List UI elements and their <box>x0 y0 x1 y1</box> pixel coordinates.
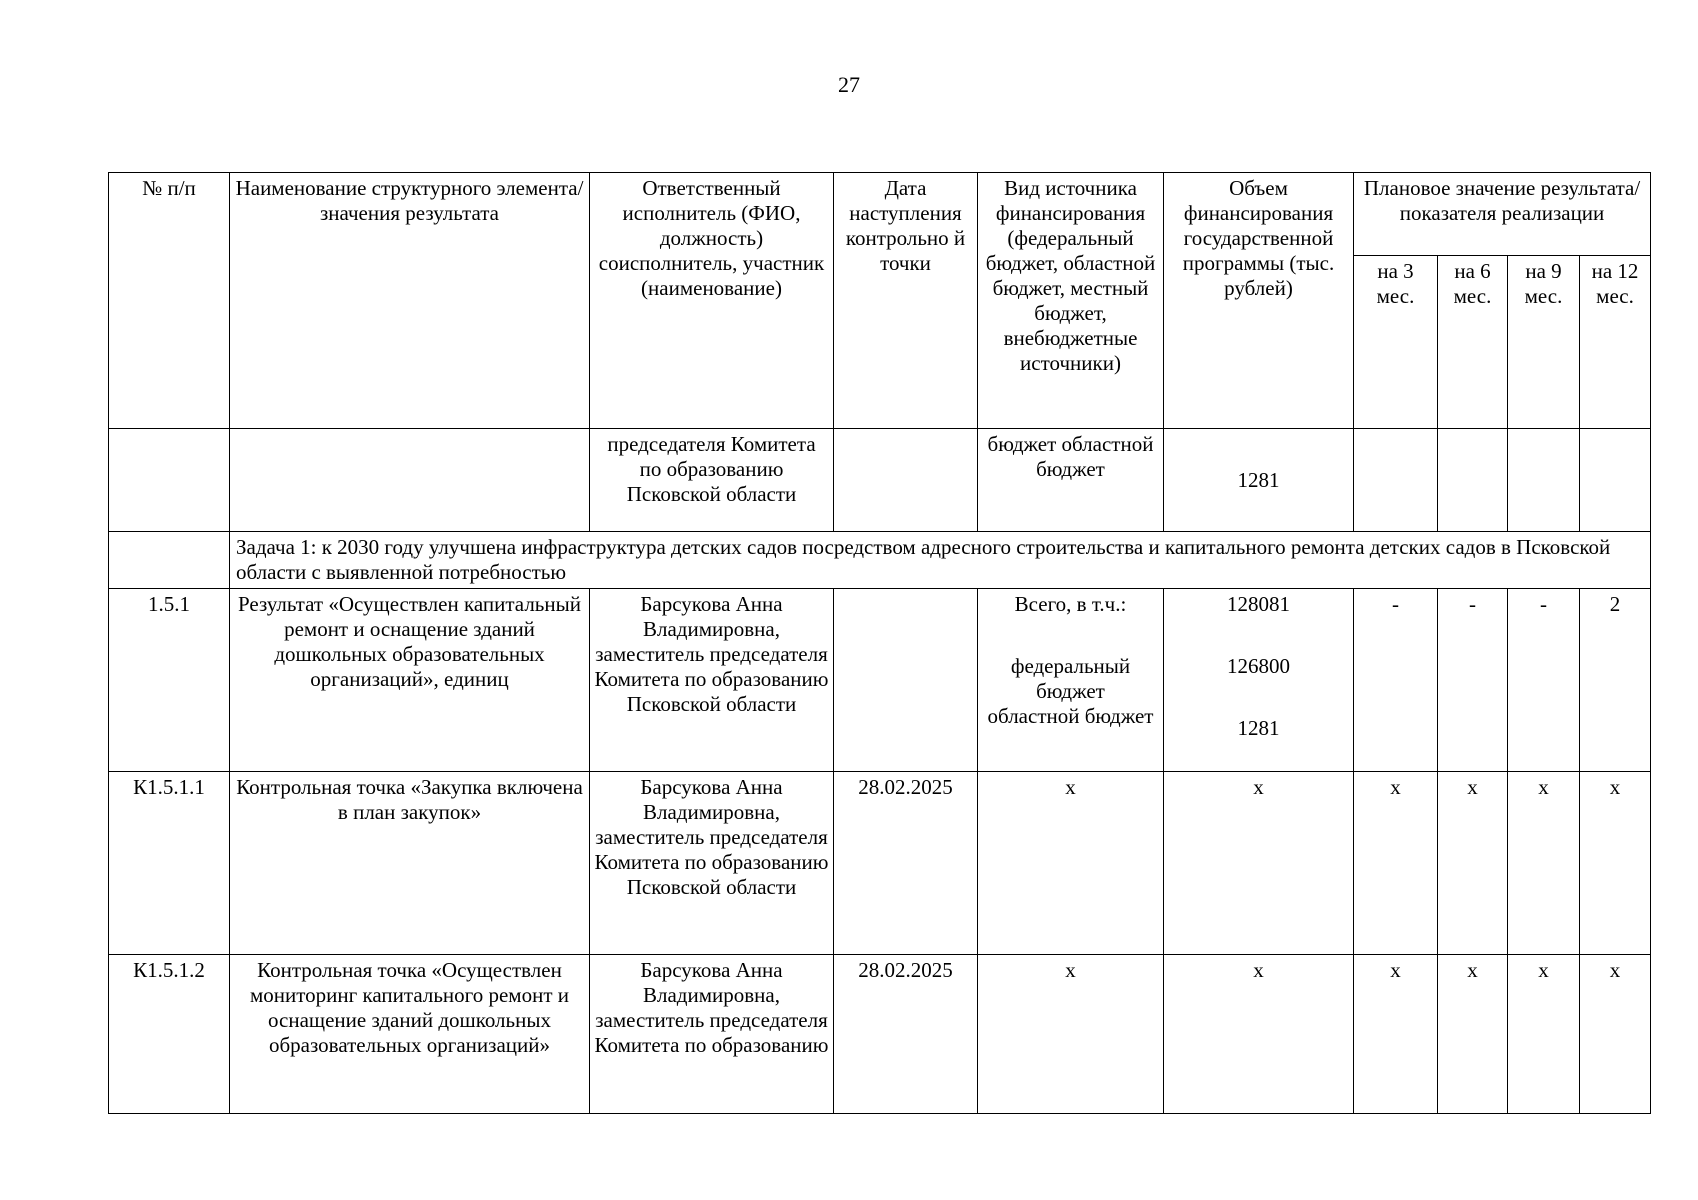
table-row <box>109 955 1651 1114</box>
cell-volume: х <box>1164 955 1354 1114</box>
cell-responsible: Барсукова Анна Владимировна, заместитель председателя Комитета по образованию Псковской области <box>590 589 834 772</box>
cell-volume <box>1164 429 1354 532</box>
source-total: Всего, в т.ч.: <box>1014 592 1127 616</box>
volume-regional: 1281 <box>1237 716 1280 740</box>
spacer <box>1168 679 1349 716</box>
header-name: Наименование структурного элемента/ значения результата <box>230 173 590 429</box>
cell-source: бюджет областной бюджет <box>978 429 1164 532</box>
cell-responsible: председателя Комитета по образованию Псковской области <box>590 429 834 532</box>
page-number: 27 <box>838 72 860 97</box>
table-row <box>109 589 1651 772</box>
header-period-3: на 3 мес. <box>1354 256 1438 429</box>
cell-num <box>109 429 230 532</box>
cell-name: Результат «Осуществлен капитальный ремонт и оснащение зданий дошкольных образовательных организаций», единиц <box>230 589 590 772</box>
cell-num <box>109 532 230 589</box>
task-text: Задача 1: к 2030 году улучшена инфраструктура детских садов посредством адресного строительства и капитального ремонта детских садов в Псковской области с выявленной потребностью <box>230 532 1651 589</box>
cell-p12: х <box>1580 955 1651 1114</box>
cell-p3 <box>1354 429 1438 532</box>
volume-total: 128081 <box>1227 592 1290 616</box>
volume-value: 1281 <box>1237 468 1280 492</box>
cell-source <box>978 589 1164 772</box>
header-period-9: на 9 мес. <box>1508 256 1580 429</box>
header-row <box>109 173 1651 256</box>
cell-source: х <box>978 955 1164 1114</box>
spacer <box>982 617 1159 654</box>
cell-p6 <box>1438 429 1508 532</box>
cell-p6: х <box>1438 955 1508 1114</box>
cell-volume <box>1164 589 1354 772</box>
cell-date: 28.02.2025 <box>834 955 978 1114</box>
cell-p9: - <box>1508 589 1580 772</box>
cell-p6: х <box>1438 772 1508 955</box>
cell-responsible: Барсукова Анна Владимировна, заместитель председателя Комитета по образованию <box>590 955 834 1114</box>
cell-num: К1.5.1.2 <box>109 955 230 1114</box>
cell-p9: х <box>1508 955 1580 1114</box>
header-num: № п/п <box>109 173 230 429</box>
cell-source: х <box>978 772 1164 955</box>
table-row <box>109 772 1651 955</box>
cell-responsible: Барсукова Анна Владимировна, заместитель председателя Комитета по образованию Псковской области <box>590 772 834 955</box>
cell-name: Контрольная точка «Осуществлен мониторинг капитального ремонт и оснащение зданий дошкольных образовательных организаций» <box>230 955 590 1114</box>
cell-volume: х <box>1164 772 1354 955</box>
header-responsible: Ответственный исполнитель (ФИО, должность) соисполнитель, участник (наименование) <box>590 173 834 429</box>
cell-p12 <box>1580 429 1651 532</box>
cell-p12: 2 <box>1580 589 1651 772</box>
cell-p12: х <box>1580 772 1651 955</box>
source-regional: областной бюджет <box>987 704 1154 728</box>
header-date: Дата наступления контрольно й точки <box>834 173 978 429</box>
task-row <box>109 532 1651 589</box>
cell-p3: х <box>1354 955 1438 1114</box>
cell-p3: - <box>1354 589 1438 772</box>
cell-p3: х <box>1354 772 1438 955</box>
header-volume: Объем финансирования государственной программы (тыс. рублей) <box>1164 173 1354 429</box>
cell-p6: - <box>1438 589 1508 772</box>
cell-date <box>834 429 978 532</box>
cell-date: 28.02.2025 <box>834 772 978 955</box>
cell-p9 <box>1508 429 1580 532</box>
cell-num: 1.5.1 <box>109 589 230 772</box>
header-source-type: Вид источника финансирования (федеральный бюджет, областной бюджет, местный бюджет, внебюджетные источники) <box>978 173 1164 429</box>
header-plan: Плановое значение результата/показателя реализации <box>1354 173 1651 256</box>
cell-p9: х <box>1508 772 1580 955</box>
cell-name <box>230 429 590 532</box>
table-row <box>109 429 1651 532</box>
volume-federal: 126800 <box>1227 654 1290 678</box>
source-federal: федеральный бюджет <box>1010 654 1131 703</box>
cell-date <box>834 589 978 772</box>
header-period-12: на 12 мес. <box>1580 256 1651 429</box>
plan-table <box>108 172 1651 1114</box>
cell-num: К1.5.1.1 <box>109 772 230 955</box>
spacer <box>1168 617 1349 654</box>
header-period-6: на 6 мес. <box>1438 256 1508 429</box>
cell-name: Контрольная точка «Закупка включена в план закупок» <box>230 772 590 955</box>
